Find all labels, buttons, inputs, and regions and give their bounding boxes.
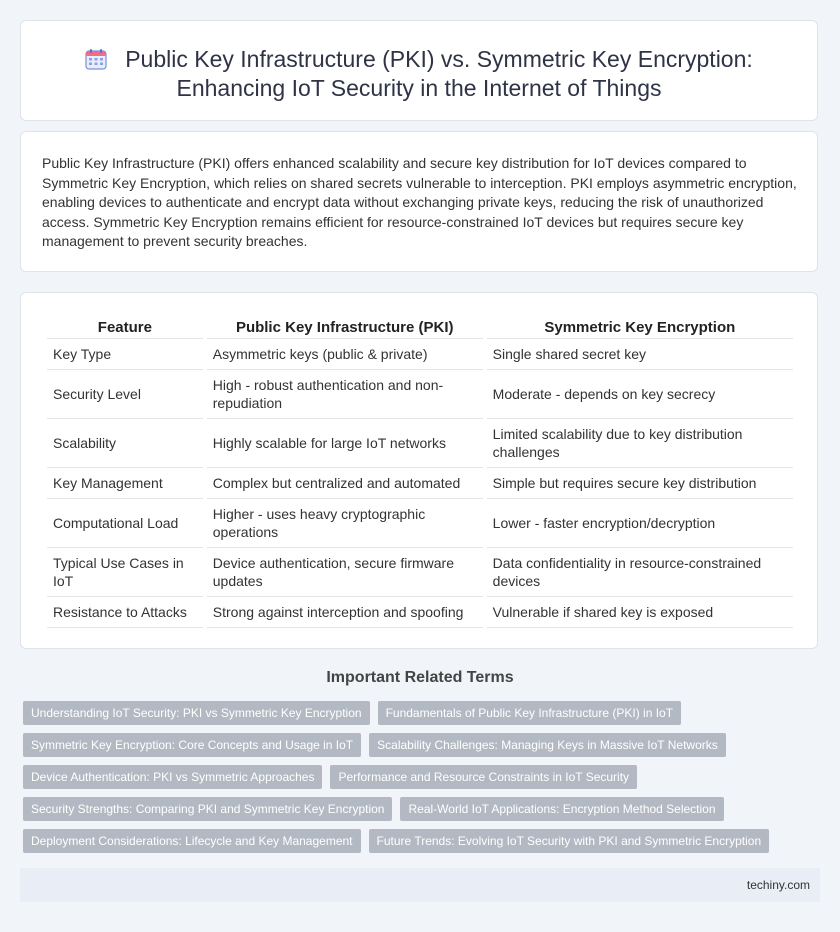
table-cell: Lower - faster encryption/decryption [487, 499, 793, 548]
table-cell: Data confidentiality in resource-constrained devices [487, 548, 793, 597]
table-cell: Asymmetric keys (public & private) [207, 339, 483, 370]
table-row [47, 548, 793, 597]
table-cell: Scalability [47, 419, 203, 468]
table-cell: Strong against interception and spoofing [207, 597, 483, 628]
intro-paragraph: Public Key Infrastructure (PKI) offers enhanced scalability and secure key distribution for IoT devices compared to Symmetric Key Encryption, which relies on shared secrets vulnerable to interception. PKI employs asymmetric encryption, enabling devices to authenticate and encrypt data without exchanging private keys, reducing the risk of unauthorized access. Symmetric Key Encryption remains efficient for resource-constrained IoT devices but requires secure key management to prevent security breaches. [42, 155, 797, 249]
table-cell: Highly scalable for large IoT networks [207, 419, 483, 468]
table-header-row [47, 315, 793, 339]
table-cell: Typical Use Cases in IoT [47, 548, 203, 597]
title-line-2: Enhancing IoT Security in the Internet of Things [176, 75, 662, 101]
table-row [47, 468, 793, 499]
intro-card [20, 131, 818, 272]
table-cell: Key Type [47, 339, 203, 370]
related-term-tag[interactable]: Scalability Challenges: Managing Keys in Massive IoT Networks [369, 733, 726, 757]
table-cell: High - robust authentication and non-repudiation [207, 370, 483, 419]
calendar-icon [85, 48, 107, 70]
comparison-table [43, 315, 797, 628]
table-cell: Limited scalability due to key distribution challenges [487, 419, 793, 468]
related-term-tag[interactable]: Future Trends: Evolving IoT Security with PKI and Symmetric Encryption [369, 829, 770, 853]
related-terms-list [23, 701, 803, 861]
related-term-tag[interactable]: Security Strengths: Comparing PKI and Symmetric Key Encryption [23, 797, 392, 821]
related-term-tag[interactable]: Device Authentication: PKI vs Symmetric Approaches [23, 765, 322, 789]
table-cell: Computational Load [47, 499, 203, 548]
table-row [47, 339, 793, 370]
related-term-tag[interactable]: Fundamentals of Public Key Infrastructure (PKI) in IoT [378, 701, 681, 725]
related-term-tag[interactable]: Understanding IoT Security: PKI vs Symmetric Key Encryption [23, 701, 370, 725]
related-term-tag[interactable]: Real-World IoT Applications: Encryption Method Selection [400, 797, 723, 821]
table-cell: Vulnerable if shared key is exposed [487, 597, 793, 628]
title-line-1: Public Key Infrastructure (PKI) vs. Symmetric Key Encryption: [125, 46, 753, 72]
footer [20, 868, 820, 902]
table-cell: Security Level [47, 370, 203, 419]
table-cell: Single shared secret key [487, 339, 793, 370]
table-cell: Moderate - depends on key secrecy [487, 370, 793, 419]
page-title [21, 45, 817, 103]
header-pki: Public Key Infrastructure (PKI) [207, 315, 483, 339]
related-term-tag[interactable]: Deployment Considerations: Lifecycle and Key Management [23, 829, 361, 853]
table-cell: Device authentication, secure firmware updates [207, 548, 483, 597]
related-term-tag[interactable]: Symmetric Key Encryption: Core Concepts and Usage in IoT [23, 733, 361, 757]
table-row [47, 597, 793, 628]
related-terms-title: Important Related Terms [326, 669, 514, 686]
table-cell: Key Management [47, 468, 203, 499]
header-card [20, 20, 818, 121]
footer-brand[interactable]: techiny.com [746, 878, 810, 892]
table-cell: Higher - uses heavy cryptographic operations [207, 499, 483, 548]
related-term-tag[interactable]: Performance and Resource Constraints in IoT Security [330, 765, 637, 789]
header-feature: Feature [47, 315, 203, 339]
comparison-card [20, 292, 818, 649]
table-row [47, 419, 793, 468]
table-cell: Resistance to Attacks [47, 597, 203, 628]
table-cell: Complex but centralized and automated [207, 468, 483, 499]
header-symmetric: Symmetric Key Encryption [487, 315, 793, 339]
table-row [47, 499, 793, 548]
table-cell: Simple but requires secure key distribution [487, 468, 793, 499]
table-row [47, 370, 793, 419]
